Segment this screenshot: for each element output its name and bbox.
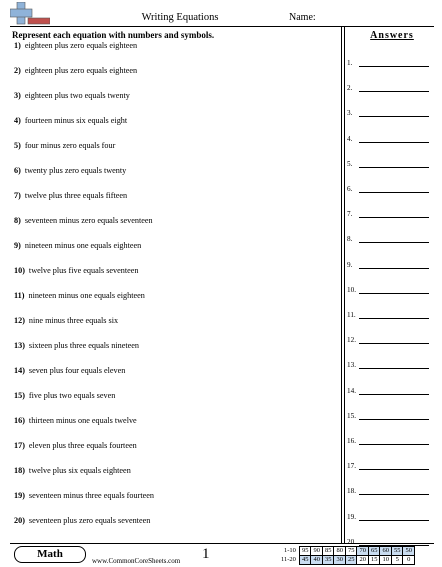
question-text: seventeen minus three equals fourteen xyxy=(28,491,154,500)
answer-number: 3. xyxy=(347,109,353,118)
answer-blank[interactable] xyxy=(359,469,429,470)
question-text: eighteen plus zero equals eighteen xyxy=(24,41,138,50)
question-text: twenty plus zero equals twenty xyxy=(24,166,127,175)
question-number: 7) xyxy=(14,191,21,200)
question-item xyxy=(14,41,137,50)
score-cell: 25 xyxy=(345,556,357,565)
worksheet-title: Writing Equations xyxy=(141,12,219,23)
site-url: www.CommonCoreSheets.com xyxy=(92,557,181,565)
question-number: 5) xyxy=(14,141,21,150)
name-label: Name: xyxy=(289,12,316,23)
score-row xyxy=(279,547,414,556)
question-item xyxy=(14,191,127,200)
question-number: 16) xyxy=(14,416,25,425)
score-cell: 40 xyxy=(311,556,323,565)
answer-number: 1. xyxy=(347,59,353,67)
answer-number: 4. xyxy=(347,134,353,143)
question-item xyxy=(14,416,137,425)
question-text: nineteen minus one equals eighteen xyxy=(24,241,142,250)
answer-blank[interactable] xyxy=(359,394,429,395)
question-item xyxy=(14,266,139,275)
answer-blank[interactable] xyxy=(359,142,429,143)
answer-number: 20. xyxy=(347,537,356,546)
score-cell: 75 xyxy=(345,547,357,556)
instructions: Represent each equation with numbers and symbols. xyxy=(12,30,215,40)
score-cell: 5 xyxy=(391,556,403,565)
answer-number: 14. xyxy=(347,386,356,395)
score-cell: 45 xyxy=(299,556,311,565)
answer-blank[interactable] xyxy=(359,419,429,420)
question-item xyxy=(14,466,131,475)
question-number: 13) xyxy=(14,341,25,350)
subject-badge: Math xyxy=(14,546,86,563)
column-divider xyxy=(344,26,345,543)
answer-number: 6. xyxy=(347,185,353,193)
score-range-label: 1-10 xyxy=(284,547,296,554)
question-item xyxy=(14,391,115,400)
question-text: nine minus three equals six xyxy=(28,316,119,325)
answer-blank[interactable] xyxy=(359,368,429,369)
answer-number: 18. xyxy=(347,487,356,496)
answer-number: 9. xyxy=(347,260,353,269)
question-text: thirteen minus one equals twelve xyxy=(28,416,137,425)
score-cell: 80 xyxy=(334,547,346,556)
question-item xyxy=(14,366,125,375)
answer-blank[interactable] xyxy=(359,116,429,117)
question-number: 11) xyxy=(14,291,25,300)
footer-rule xyxy=(10,543,434,544)
question-text: twelve plus five equals seventeen xyxy=(28,266,139,275)
question-text: five plus two equals seven xyxy=(28,391,116,400)
answer-number: 12. xyxy=(347,336,356,345)
question-item xyxy=(14,116,127,125)
question-number: 12) xyxy=(14,316,25,325)
answer-number: 7. xyxy=(347,210,353,219)
question-text: eighteen plus two equals twenty xyxy=(24,91,130,100)
question-text: seventeen plus zero equals seventeen xyxy=(28,516,151,525)
score-cell: 20 xyxy=(357,556,369,565)
score-row xyxy=(279,556,414,565)
answer-number: 2. xyxy=(347,84,353,93)
answer-number: 19. xyxy=(347,512,356,521)
question-number: 19) xyxy=(14,491,25,500)
question-number: 8) xyxy=(14,216,21,225)
score-cell: 35 xyxy=(322,556,334,565)
answer-blank[interactable] xyxy=(359,494,429,495)
answer-blank[interactable] xyxy=(359,343,429,344)
answer-number: 8. xyxy=(347,235,353,244)
answer-blank[interactable] xyxy=(359,293,429,294)
answer-number: 11. xyxy=(347,311,356,319)
question-number: 15) xyxy=(14,391,25,400)
question-item xyxy=(14,491,154,500)
answer-blank[interactable] xyxy=(359,242,429,243)
question-text: sixteen plus three equals nineteen xyxy=(28,341,139,350)
score-cell: 70 xyxy=(357,547,369,556)
question-item xyxy=(14,341,139,350)
question-number: 3) xyxy=(14,91,21,100)
score-cell: 95 xyxy=(299,547,311,556)
question-text: four minus zero equals four xyxy=(24,141,116,150)
score-cell: 85 xyxy=(322,547,334,556)
question-number: 10) xyxy=(14,266,25,275)
score-cell: 10 xyxy=(380,556,392,565)
math-logo-icon xyxy=(10,2,50,26)
answer-blank[interactable] xyxy=(359,318,429,319)
answer-blank[interactable] xyxy=(359,167,429,168)
answer-blank[interactable] xyxy=(359,91,429,92)
question-number: 14) xyxy=(14,366,25,375)
question-text: seven plus four equals eleven xyxy=(28,366,126,375)
answer-number: 10. xyxy=(347,285,356,294)
question-text: nineteen minus one equals eighteen xyxy=(28,291,145,300)
answer-blank[interactable] xyxy=(359,520,429,521)
header-rule xyxy=(10,26,434,27)
answer-number: 13. xyxy=(347,361,356,370)
score-cell: 30 xyxy=(334,556,346,565)
answer-blank[interactable] xyxy=(359,268,429,269)
score-range-label: 11-20 xyxy=(281,556,296,563)
question-item xyxy=(14,66,137,75)
question-number: 20) xyxy=(14,516,25,525)
question-text: twelve plus six equals eighteen xyxy=(28,466,131,475)
question-item xyxy=(14,316,118,325)
answer-blank[interactable] xyxy=(359,192,429,193)
question-text: twelve plus three equals fifteen xyxy=(24,191,128,200)
question-number: 9) xyxy=(14,241,21,250)
question-item xyxy=(14,441,137,450)
page-number: 1 xyxy=(202,546,210,562)
score-cell: 55 xyxy=(391,547,403,556)
question-text: fourteen minus six equals eight xyxy=(24,116,128,125)
answers-heading: Answers xyxy=(370,30,414,41)
question-item xyxy=(14,291,145,300)
score-cell: 15 xyxy=(368,556,380,565)
answer-blank[interactable] xyxy=(359,444,429,445)
score-cell: 50 xyxy=(403,547,415,556)
question-number: 4) xyxy=(14,116,21,125)
question-number: 18) xyxy=(14,466,25,475)
score-table xyxy=(279,546,415,565)
question-item xyxy=(14,91,130,100)
question-number: 2) xyxy=(14,66,21,75)
column-divider xyxy=(341,26,342,543)
question-item xyxy=(14,166,126,175)
score-cell: 90 xyxy=(311,547,323,556)
question-text: seventeen minus zero equals seventeen xyxy=(24,216,153,225)
question-text: eighteen plus zero equals eighteen xyxy=(24,66,138,75)
question-number: 17) xyxy=(14,441,25,450)
question-item xyxy=(14,141,115,150)
answer-number: 15. xyxy=(347,411,356,420)
answer-blank[interactable] xyxy=(359,66,429,67)
score-cell: 60 xyxy=(380,547,392,556)
question-number: 6) xyxy=(14,166,21,175)
answer-blank[interactable] xyxy=(359,217,429,218)
answer-number: 16. xyxy=(347,437,356,445)
answer-number: 5. xyxy=(347,159,353,168)
question-item xyxy=(14,241,141,250)
question-item xyxy=(14,216,153,225)
question-number: 1) xyxy=(14,41,21,50)
answer-number: 17. xyxy=(347,462,356,471)
question-text: eleven plus three equals fourteen xyxy=(28,441,137,450)
score-cell: 65 xyxy=(368,547,380,556)
score-cell: 0 xyxy=(403,556,415,565)
question-item xyxy=(14,516,150,525)
